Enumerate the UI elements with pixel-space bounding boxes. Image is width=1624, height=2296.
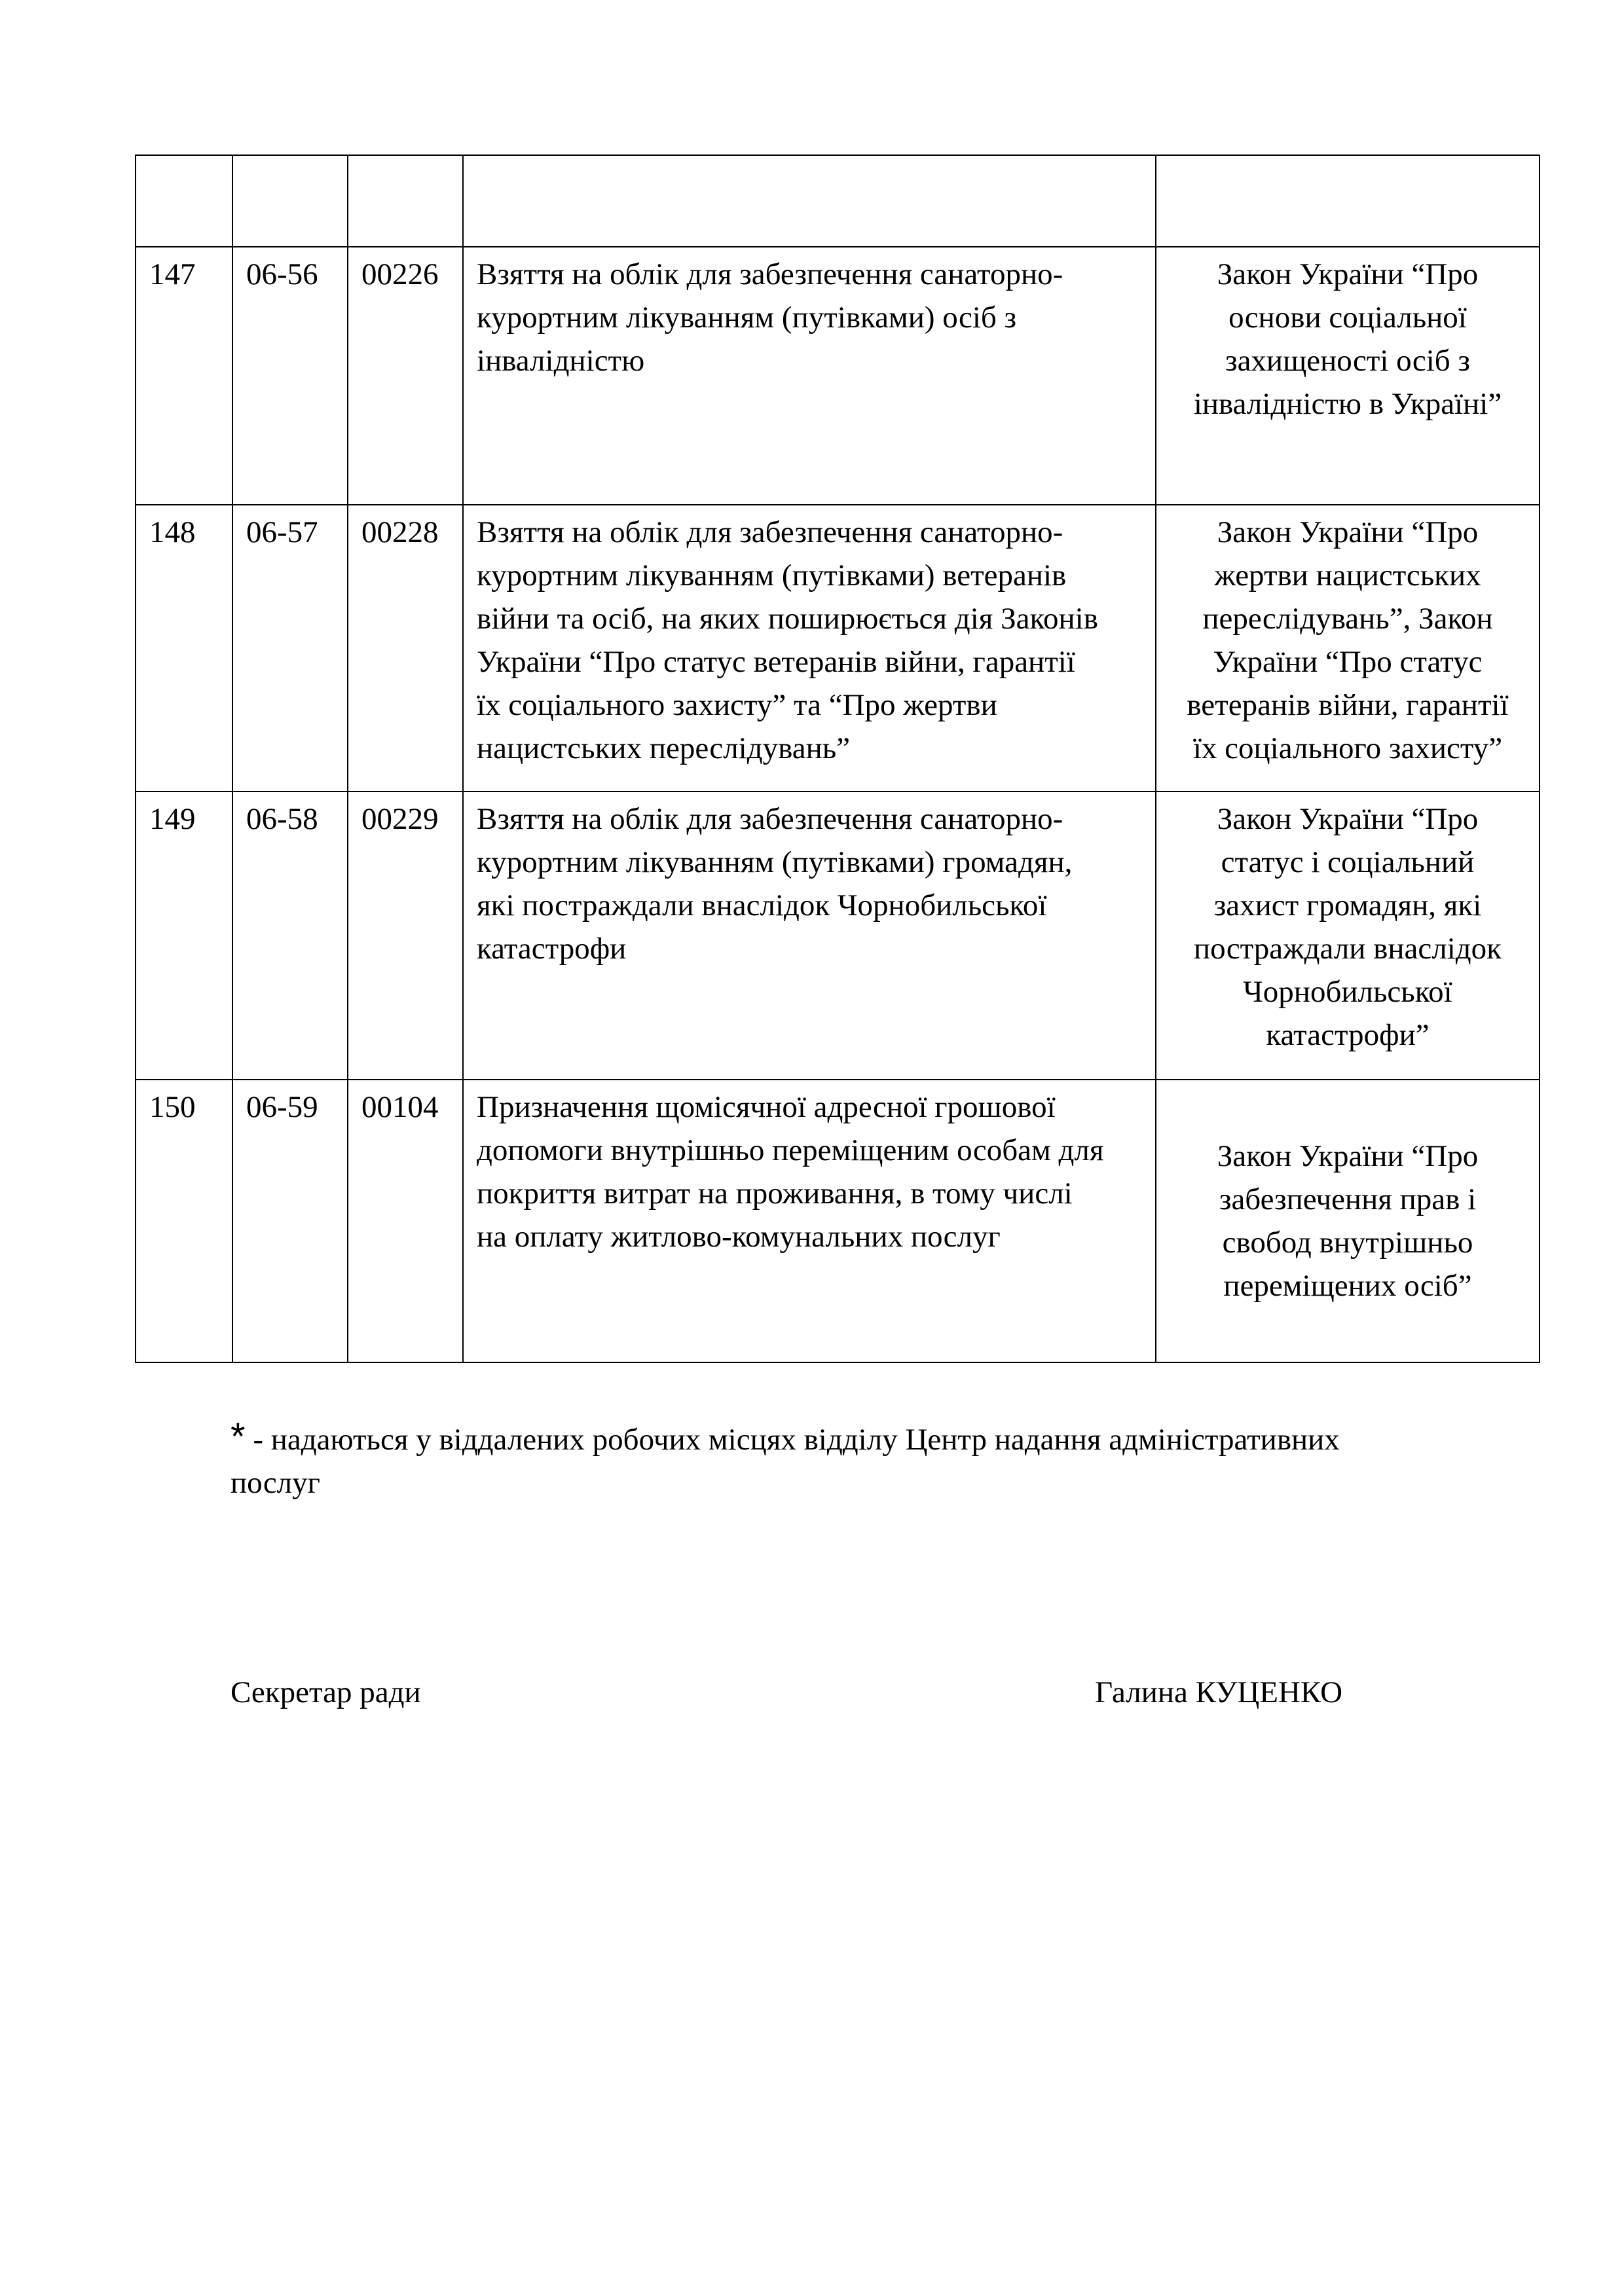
basis-line: Закон України “Про	[1217, 515, 1479, 549]
basis-line: Закон України “Про	[1217, 1139, 1479, 1173]
service-line: курортним лікуванням (путівками) ветеранів	[477, 558, 1067, 592]
signatory-title: Секретар ради	[231, 1675, 421, 1709]
basis-line: забезпечення прав і	[1219, 1182, 1477, 1216]
services-table	[135, 155, 1540, 1363]
cell-code-2	[348, 155, 463, 247]
cell-number: 147	[136, 247, 232, 505]
service-line: допомоги внутрішньо переміщеним особам для	[477, 1133, 1104, 1167]
cell-code-1	[232, 155, 348, 247]
service-line: інвалідністю	[477, 344, 645, 378]
service-line: війни та осіб, на яких поширюється дія Законів	[477, 602, 1098, 636]
cell-legal-basis	[1156, 247, 1540, 505]
basis-line: захищеності осіб з	[1225, 344, 1470, 378]
basis-line: постраждали внаслідок	[1194, 932, 1502, 966]
service-line: Взяття на облік для забезпечення санаторно-	[477, 515, 1063, 549]
cell-code-1: 06-57	[232, 505, 348, 792]
cell-number	[136, 155, 232, 247]
signatory-name: Галина КУЦЕНКО	[1095, 1675, 1343, 1709]
service-line: покриття витрат на проживання, в тому числі	[477, 1176, 1073, 1211]
basis-line: жертви нацистських	[1214, 558, 1481, 592]
service-line: нацистських переслідувань”	[477, 731, 851, 765]
basis-line: Закон України “Про	[1217, 257, 1479, 291]
basis-line: переслідувань”, Закон	[1202, 602, 1493, 636]
cell-code-1: 06-59	[232, 1080, 348, 1362]
basis-line: захист громадян, які	[1213, 888, 1482, 922]
cell-code-1: 06-56	[232, 247, 348, 505]
cell-service	[463, 505, 1156, 792]
basis-line: свобод внутрішньо	[1222, 1226, 1473, 1260]
cell-number: 150	[136, 1080, 232, 1362]
footnote-line: послуг	[231, 1466, 320, 1500]
service-line: курортним лікуванням (путівками) осіб з	[477, 301, 1017, 335]
table-row	[136, 792, 1540, 1080]
cell-number: 149	[136, 792, 232, 1080]
service-line: України “Про статус ветеранів війни, гарантії	[477, 645, 1075, 679]
service-line: їх соціального захисту” та “Про жертви	[477, 688, 997, 722]
table-row	[136, 155, 1540, 247]
service-line: які постраждали внаслідок Чорнобильської	[477, 888, 1047, 922]
basis-line: інвалідністю в Україні”	[1193, 387, 1502, 421]
service-line: курортним лікуванням (путівками) громадян,	[477, 845, 1073, 879]
cell-service	[463, 155, 1156, 247]
table-row	[136, 1080, 1540, 1362]
service-line: Взяття на облік для забезпечення санаторно-	[477, 802, 1063, 836]
footnote-line	[231, 1415, 1475, 1461]
basis-line: Закон України “Про	[1217, 802, 1479, 836]
basis-line: Чорнобильської	[1243, 975, 1452, 1009]
cell-legal-basis	[1156, 1080, 1540, 1362]
basis-line: їх соціального захисту”	[1192, 731, 1503, 765]
footnote-text: - надаються у віддалених робочих місцях відділу Центр надання адміністративних	[253, 1423, 1340, 1457]
basis-line: України “Про статус	[1213, 645, 1483, 679]
cell-service	[463, 247, 1156, 505]
basis-line: переміщених осіб”	[1223, 1269, 1472, 1303]
service-line: на оплату житлово-комунальних послуг	[477, 1220, 1001, 1254]
cell-code-2: 00104	[348, 1080, 463, 1362]
cell-code-2: 00229	[348, 792, 463, 1080]
cell-legal-basis	[1156, 505, 1540, 792]
service-line: катастрофи	[477, 932, 627, 966]
basis-line: катастрофи”	[1266, 1018, 1430, 1052]
basis-line: ветеранів війни, гарантії	[1187, 688, 1509, 722]
cell-legal-basis	[1156, 155, 1540, 247]
table-row	[136, 505, 1540, 792]
cell-code-2: 00226	[348, 247, 463, 505]
cell-code-2: 00228	[348, 505, 463, 792]
cell-code-1: 06-58	[232, 792, 348, 1080]
service-line: Призначення щомісячної адресної грошової	[477, 1090, 1056, 1124]
cell-service	[463, 792, 1156, 1080]
service-line: Взяття на облік для забезпечення санаторно-	[477, 257, 1063, 291]
footnote-marker: *	[231, 1415, 246, 1458]
footnote	[231, 1415, 1475, 1504]
cell-number: 148	[136, 505, 232, 792]
table-row	[136, 247, 1540, 505]
basis-line: статус і соціальний	[1221, 845, 1475, 879]
cell-service	[463, 1080, 1156, 1362]
cell-legal-basis	[1156, 792, 1540, 1080]
basis-line: основи соціальної	[1228, 301, 1467, 335]
